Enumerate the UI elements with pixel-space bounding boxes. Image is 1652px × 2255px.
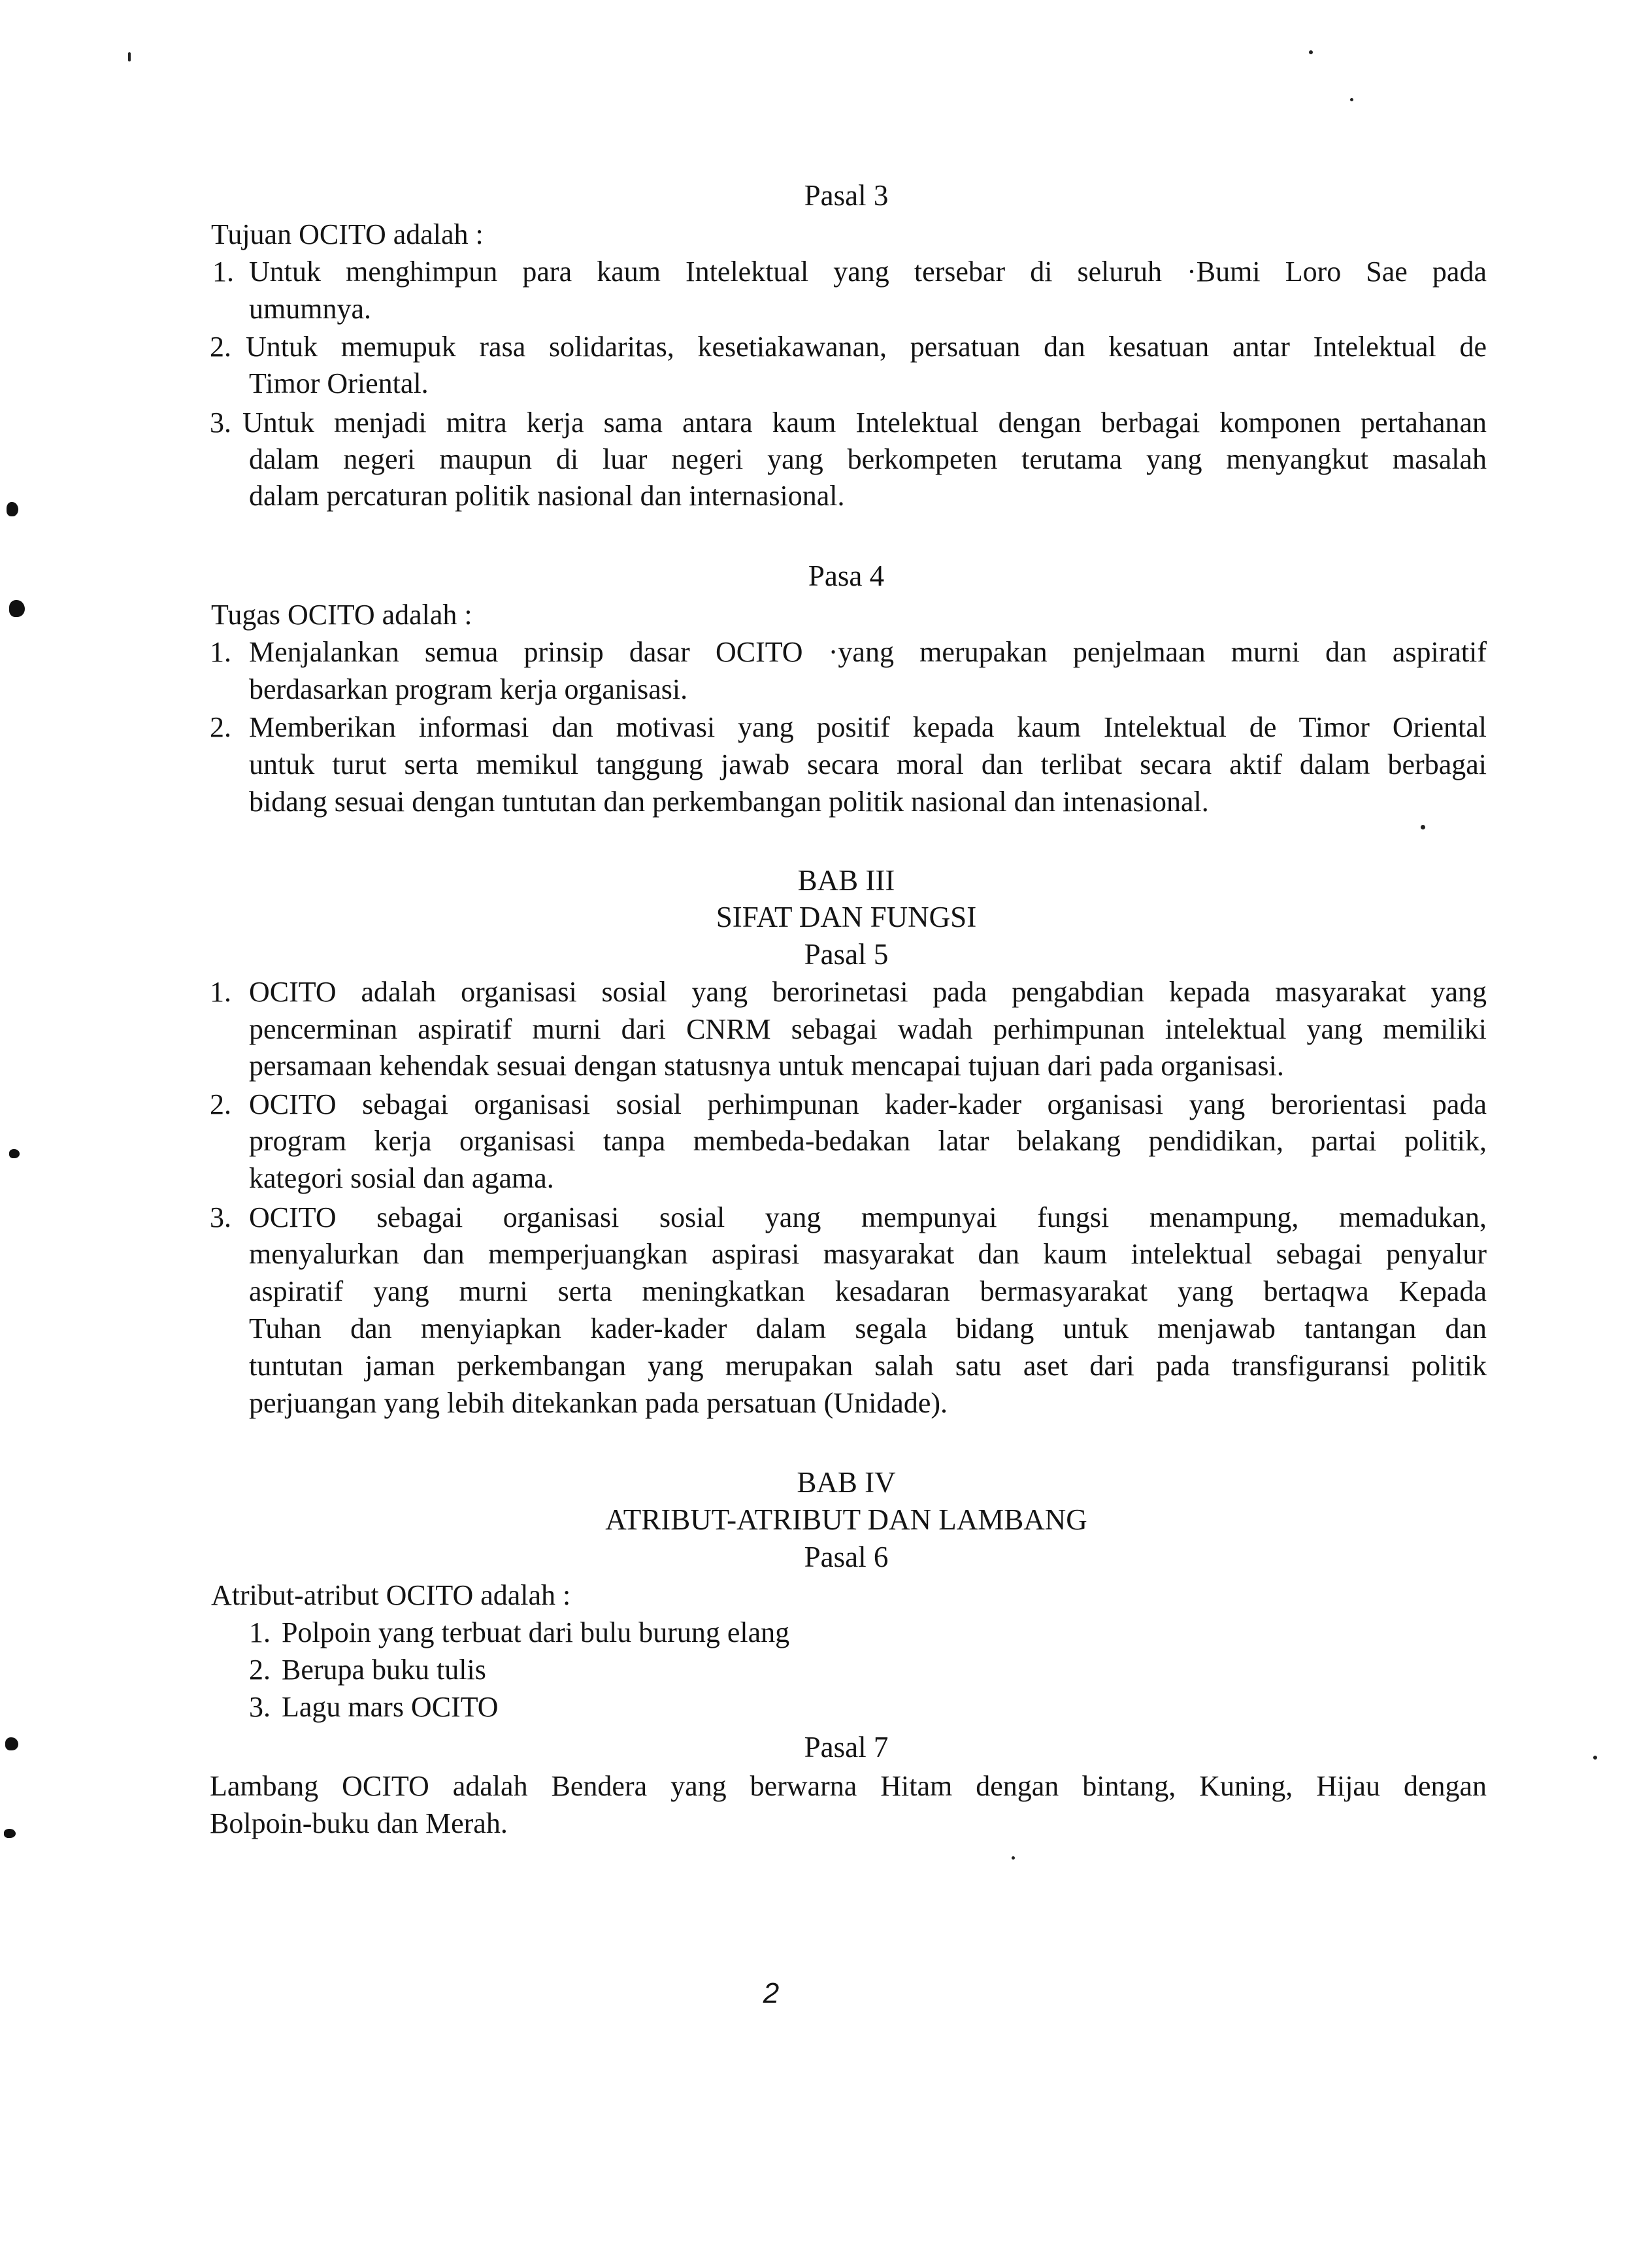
list-number: 2. (249, 1654, 271, 1686)
page-number: 2 (763, 1977, 780, 2009)
scan-speck (1309, 50, 1313, 54)
bab-3-heading: BAB III (797, 864, 895, 897)
bab-3-subtitle: SIFAT DAN FUNGSI (716, 901, 977, 933)
list-item-line: Untuk menjadi mitra kerja sama antara kaum Intelektual dengan berbagai komponen pertahanan (242, 407, 1487, 439)
list-number: 2. (210, 711, 231, 743)
punch-hole-mark (7, 502, 18, 516)
scan-speck (1350, 98, 1353, 101)
pasal-5-heading: Pasal 5 (804, 938, 889, 971)
list-item-line: perjuangan yang lebih ditekankan pada persatuan (Unidade). (249, 1387, 948, 1419)
lambang-line: Bolpoin-buku dan Merah. (210, 1807, 508, 1839)
pasal-4-intro: Tugas OCITO adalah : (211, 599, 472, 631)
list-item-line: aspiratif yang murni serta meningkatkan kesadaran bermasyarakat yang bertaqwa Kepada (249, 1275, 1487, 1307)
list-item-line: dalam percaturan politik nasional dan internasional. (249, 480, 845, 512)
bab-4-heading: BAB IV (797, 1466, 896, 1499)
list-number: 3. (210, 407, 231, 439)
punch-hole-mark (4, 1829, 16, 1838)
list-item-line: bidang sesuai dengan tuntutan dan perkembangan politik nasional dan intenasional. (249, 786, 1209, 818)
list-item-line: program kerja organisasi tanpa membeda-bedakan latar belakang pendidikan, partai politik, (249, 1125, 1487, 1157)
list-item-line: Berupa buku tulis (282, 1654, 486, 1686)
list-number: 1. (210, 976, 231, 1008)
list-number: 2. (210, 1088, 231, 1120)
list-item-line: Memberikan informasi dan motivasi yang positif kepada kaum Intelektual de Timor Oriental (249, 711, 1487, 743)
list-number: 3. (249, 1691, 271, 1723)
list-item-line: Tuhan dan menyiapkan kader-kader dalam segala bidang untuk menjawab tantangan dan (249, 1312, 1487, 1345)
scan-speck (1012, 1856, 1015, 1860)
pasal-6-heading: Pasal 6 (804, 1541, 889, 1573)
scan-speck (1421, 825, 1425, 829)
pasal-4-heading: Pasa 4 (808, 560, 885, 592)
list-item-line: Untuk memupuk rasa solidaritas, kesetiakawanan, persatuan dan kesatuan antar Intelektual de (246, 331, 1487, 363)
list-item-line: persamaan kehendak sesuai dengan statusnya untuk mencapai tujuan dari pada organisasi. (249, 1050, 1284, 1082)
list-item-line: umumnya. (249, 293, 371, 325)
list-item-line: tuntutan jaman perkembangan yang merupakan salah satu aset dari pada transfiguransi politik (249, 1350, 1487, 1382)
pasal-6-intro: Atribut-atribut OCITO adalah : (211, 1579, 571, 1611)
pasal-7-heading: Pasal 7 (804, 1731, 889, 1763)
list-item-line: menyalurkan dan memperjuangkan aspirasi masyarakat dan kaum intelektual sebagai penyalur (249, 1238, 1487, 1270)
list-number: 1. (249, 1616, 271, 1648)
list-item-line: berdasarkan program kerja organisasi. (249, 673, 688, 705)
list-item-line: Polpoin yang terbuat dari bulu burung elang (282, 1616, 790, 1648)
list-number: 1. (210, 636, 231, 668)
pasal-3-intro: Tujuan OCITO adalah : (211, 218, 484, 250)
list-number: 1. (212, 256, 234, 288)
list-item-line: OCITO adalah organisasi sosial yang berorinetasi pada pengabdian kepada masyarakat yang (249, 976, 1487, 1008)
scan-speck (128, 52, 131, 61)
list-item-line: Menjalankan semua prinsip dasar OCITO ·yang merupakan penjelmaan murni dan aspiratif (249, 636, 1487, 668)
list-item-line: Lagu mars OCITO (282, 1691, 499, 1723)
list-item-line: Timor Oriental. (249, 367, 429, 399)
list-item-line: OCITO sebagai organisasi sosial perhimpunan kader-kader organisasi yang berorientasi pada (249, 1088, 1487, 1120)
punch-hole-mark (9, 1149, 20, 1158)
list-number: 2. (210, 331, 231, 363)
list-item-line: Untuk menghimpun para kaum Intelektual yang tersebar di seluruh ·Bumi Loro Sae pada (249, 256, 1487, 288)
pasal-3-heading: Pasal 3 (804, 179, 889, 212)
list-item-line: untuk turut serta memikul tanggung jawab secara moral dan terlibat secara aktif dalam berbagai (249, 748, 1487, 780)
bab-4-subtitle: ATRIBUT-ATRIBUT DAN LAMBANG (605, 1503, 1087, 1536)
list-item-line: kategori sosial dan agama. (249, 1162, 554, 1194)
punch-hole-mark (9, 600, 25, 617)
list-item-line: pencerminan aspiratif murni dari CNRM sebagai wadah perhimpunan intelektual yang memiliki (249, 1013, 1487, 1045)
list-item-line: OCITO sebagai organisasi sosial yang mempunyai fungsi menampung, memadukan, (249, 1201, 1487, 1233)
list-item-line: dalam negeri maupun di luar negeri yang berkompeten terutama yang menyangkut masalah (249, 443, 1487, 475)
list-number: 3. (210, 1201, 231, 1233)
lambang-line: Lambang OCITO adalah Bendera yang berwarna Hitam dengan bintang, Kuning, Hijau dengan (210, 1770, 1487, 1802)
